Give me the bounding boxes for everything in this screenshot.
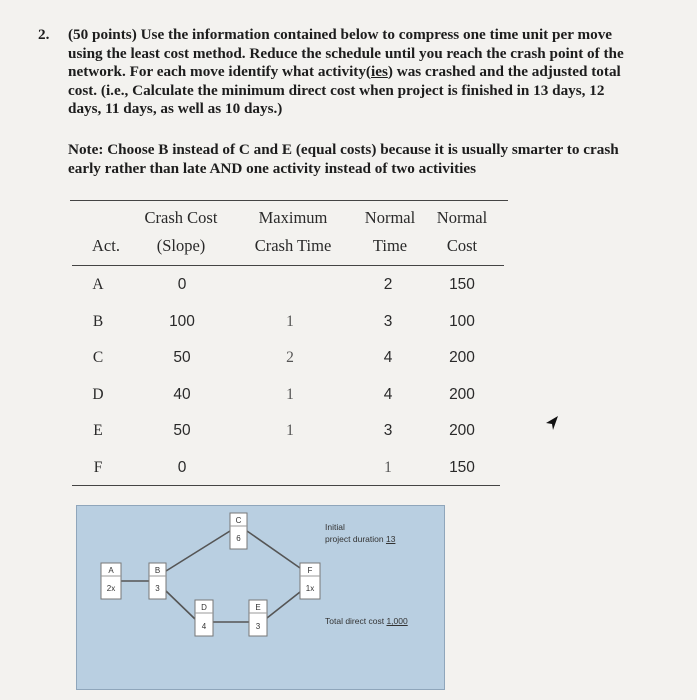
node-f-label: F <box>307 566 313 575</box>
table-cell-act: C <box>92 349 104 366</box>
project-duration: project duration 13 <box>325 534 396 544</box>
table-cell-slope: 100 <box>169 313 195 330</box>
table-cell-act: A <box>92 276 104 293</box>
node-f-duration: 1x <box>305 584 315 593</box>
header-normal-time-1: Normal <box>364 208 416 227</box>
node-b-label: B <box>154 566 161 575</box>
table-cell-act: B <box>92 313 104 330</box>
header-crash-cost-slope: (Slope) <box>156 236 206 255</box>
table-cell-normal-time: 4 <box>383 386 393 403</box>
node-b-duration: 3 <box>155 584 160 593</box>
table-cell-max-crash: 2 <box>286 349 294 366</box>
header-crash-cost: Crash Cost <box>144 208 218 227</box>
node-c-label: C <box>235 516 242 525</box>
table-cell-act: D <box>92 386 104 403</box>
note <box>68 141 668 178</box>
node-c <box>230 513 247 549</box>
table-cell-normal-time: 3 <box>383 422 393 439</box>
node-a-label: A <box>108 566 114 575</box>
note-line-1: Note: Choose B instead of C and E (equal costs) because it is usually smarter to crash <box>68 141 619 158</box>
table-top-rule <box>70 200 508 201</box>
note-line-2: early rather than late AND one activity instead of two activities <box>68 159 477 177</box>
edge-c-f <box>247 531 300 568</box>
table-bottom-rule <box>72 485 500 486</box>
node-c-duration: 6 <box>236 534 241 543</box>
node-e-duration: 3 <box>255 622 261 631</box>
header-normal-time-2: Time <box>372 236 408 255</box>
edge-e-f <box>267 592 300 618</box>
edge-b-d <box>166 591 195 619</box>
question-line-2: using the least cost method. Reduce the schedule until you reach the crash point of the <box>68 44 624 62</box>
table-cell-normal-time: 3 <box>383 313 393 330</box>
node-d-duration: 4 <box>201 622 207 631</box>
table-cell-normal-cost: 200 <box>449 386 475 403</box>
question-line-1: (50 points) Use the information contained below to compress one time unit per move <box>68 26 613 43</box>
table-cell-slope: 50 <box>173 349 191 366</box>
table-cell-max-crash: 1 <box>286 313 294 330</box>
table-cell-normal-cost: 200 <box>449 422 475 439</box>
node-a-duration: 2x <box>106 584 116 593</box>
question-block <box>38 26 668 119</box>
table-cell-normal-time: 1 <box>384 459 392 476</box>
table-cell-slope: 50 <box>173 422 191 439</box>
header-act: Act. <box>92 236 120 255</box>
table-cell-slope: 0 <box>177 276 187 293</box>
header-crash-time: Crash Time <box>254 236 332 255</box>
initial-label: Initial <box>325 522 345 532</box>
table-cell-max-crash: 1 <box>286 422 294 439</box>
project-duration-value: 13 <box>385 534 396 544</box>
table-cell-normal-cost: 200 <box>449 349 475 366</box>
node-d <box>195 600 213 636</box>
question-line-3: network. For each move identify what activity(ies) was crashed and the adjusted total <box>68 63 621 81</box>
table-cell-normal-cost: 150 <box>449 276 475 293</box>
mouse-pointer-icon <box>544 414 560 434</box>
header-normal-cost-1: Normal <box>436 208 488 227</box>
node-e <box>249 600 267 636</box>
table-cell-normal-time: 4 <box>383 349 393 366</box>
node-b <box>149 563 166 599</box>
table-cell-normal-cost: 100 <box>449 313 475 330</box>
table-cell-slope: 40 <box>173 386 191 403</box>
node-d-label: D <box>201 603 207 612</box>
node-e-label: E <box>255 603 261 612</box>
node-f <box>300 563 320 599</box>
table-cell-normal-time: 2 <box>383 276 393 293</box>
question-text <box>68 26 668 119</box>
table-cell-act: F <box>93 459 103 476</box>
network-diagram <box>76 505 445 690</box>
node-a <box>101 563 121 599</box>
edge-b-c <box>166 531 230 571</box>
table-cell-slope: 0 <box>177 459 187 476</box>
total-direct-cost: Total direct cost 1,000 <box>325 616 408 626</box>
table-cell-max-crash: 1 <box>286 386 294 403</box>
question-number: 2. <box>38 26 50 43</box>
table-header-rule <box>72 265 504 266</box>
table-cell-act: E <box>93 422 103 439</box>
header-normal-cost-2: Cost <box>446 236 478 255</box>
header-maximum: Maximum <box>258 208 328 227</box>
table-cell-normal-cost: 150 <box>449 459 475 476</box>
question-line-4: cost. (i.e., Calculate the minimum direct cost when project is finished in 13 days, 12 <box>68 81 605 99</box>
question-line-5: days, 11 days, as well as 10 days.) <box>68 100 283 118</box>
total-direct-cost-value: 1,000 <box>386 616 408 626</box>
